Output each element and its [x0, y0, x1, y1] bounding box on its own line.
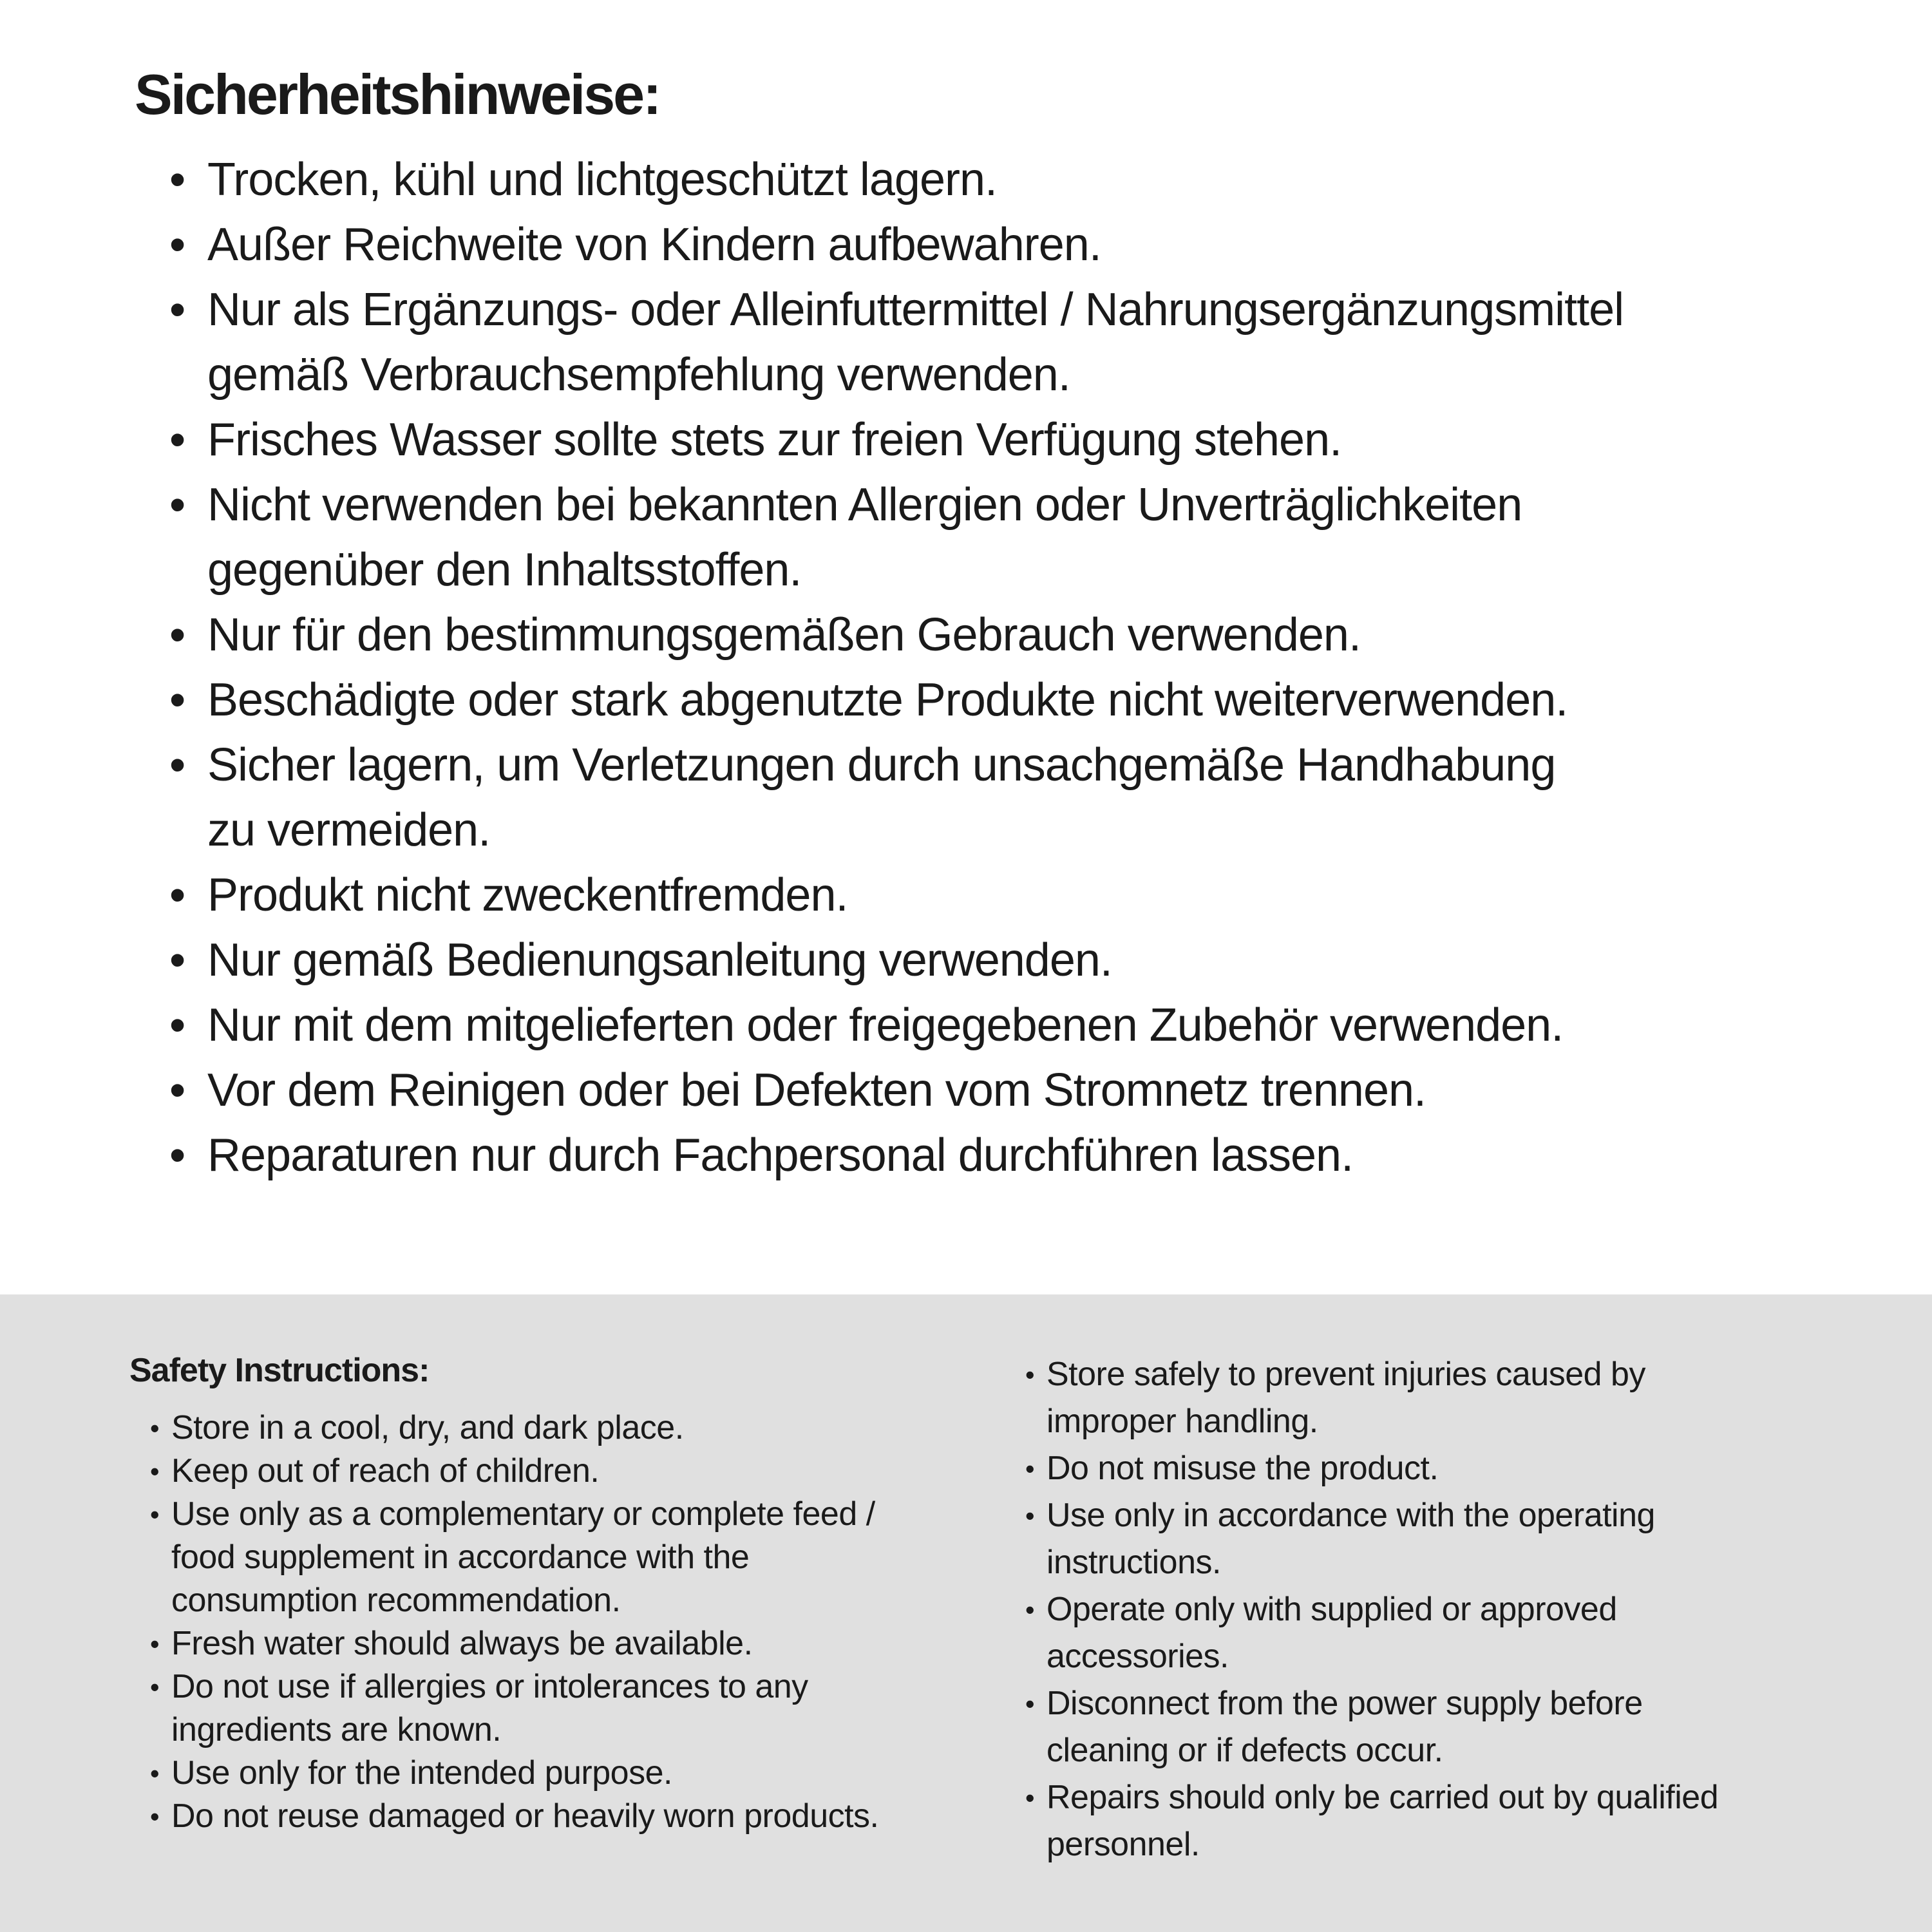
list-item: • Do not misuse the product.: [1025, 1445, 1901, 1492]
list-item: • Keep out of reach of children.: [150, 1450, 986, 1493]
list-item: • Repairs should only be carried out by qualified personnel.: [1025, 1774, 1901, 1868]
list-item: • Trocken, kühl und lichtgeschützt lagern.: [169, 147, 1932, 213]
list-item: • Use only as a complementary or complete feed / food supplement in accordance with the consumption recommendation.: [150, 1493, 986, 1622]
list-item: • Frisches Wasser sollte stets zur freien Verfügung stehen.: [169, 408, 1932, 473]
english-section-title: Safety Instructions:: [129, 1352, 430, 1389]
list-item: • Do not reuse damaged or heavily worn products.: [150, 1795, 986, 1838]
list-item: • Außer Reichweite von Kindern aufbewahren.: [169, 213, 1932, 278]
english-safety-list-right: [1025, 1351, 1901, 1868]
list-item: • Sicher lagern, um Verletzungen durch unsachgemäße Handhabung zu vermeiden.: [169, 733, 1932, 863]
english-left-column: [129, 1351, 986, 1838]
list-item: • Nur für den bestimmungsgemäßen Gebrauch verwenden.: [169, 603, 1932, 668]
list-item: • Nicht verwenden bei bekannten Allergien oder Unverträglichkeiten gegenüber den Inhaltsstoffen.: [169, 473, 1932, 603]
list-item: • Do not use if allergies or intolerances to any ingredients are known.: [150, 1665, 986, 1752]
list-item: • Reparaturen nur durch Fachpersonal durchführen lassen.: [169, 1123, 1932, 1188]
list-item: • Vor dem Reinigen oder bei Defekten vom Stromnetz trennen.: [169, 1058, 1932, 1123]
list-item: • Nur als Ergänzungs- oder Alleinfuttermittel / Nahrungsergänzungsmittel gemäß Verbrauchsempfehlung verwenden.: [169, 278, 1932, 408]
german-safety-list: [169, 147, 1932, 1188]
list-item: • Use only for the intended purpose.: [150, 1752, 986, 1795]
list-item: • Nur gemäß Bedienungsanleitung verwenden.: [169, 928, 1932, 993]
english-safety-list-left: [150, 1406, 986, 1838]
english-safety-panel: [0, 1294, 1932, 1932]
list-item: • Disconnect from the power supply before cleaning or if defects occur.: [1025, 1680, 1901, 1774]
list-item: • Fresh water should always be available.: [150, 1622, 986, 1665]
list-item: • Store in a cool, dry, and dark place.: [150, 1406, 986, 1450]
list-item: • Use only in accordance with the operating instructions.: [1025, 1492, 1901, 1586]
german-section-title: Sicherheitshinweise:: [135, 62, 660, 126]
list-item: • Beschädigte oder stark abgenutzte Produkte nicht weiterverwenden.: [169, 668, 1932, 733]
list-item: • Operate only with supplied or approved accessories.: [1025, 1586, 1901, 1680]
list-item: • Nur mit dem mitgelieferten oder freigegebenen Zubehör verwenden.: [169, 993, 1932, 1058]
english-right-column: [1025, 1351, 1901, 1868]
list-item: • Store safely to prevent injuries caused by improper handling.: [1025, 1351, 1901, 1445]
list-item: • Produkt nicht zweckentfremden.: [169, 863, 1932, 928]
